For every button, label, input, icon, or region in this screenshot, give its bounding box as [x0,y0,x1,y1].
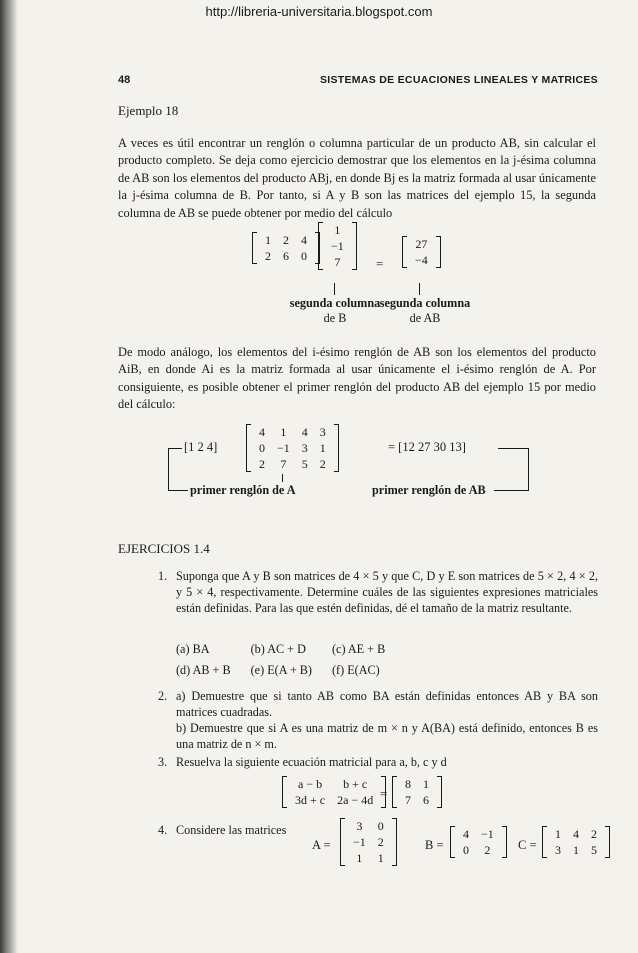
eq3-right-entry: 8 [405,777,411,791]
calc1-label-right: segunda columna de AB [379,296,471,325]
calc1-b-entry: 1 [334,223,341,237]
calc2-bracket-right-bottom [494,490,529,491]
calc1-result-entry: 27 [415,237,428,251]
exercise-3: 3. Resuelva la siguiente ecuación matricial para a, b, c y d [158,755,447,769]
mid-paragraph: De modo análogo, los elementos del i-ésimo renglón de AB son los elementos del producto AiB, en donde Ai es la matriz formada al usar únicamente el i-ésimo renglón de A. Por consiguiente, es posible obtener el primer renglón del producto AB del ejemplo 15 por medio del cálculo: [118,345,596,412]
calc2-label-left: primer renglón de A [190,483,296,497]
exercise-2b: b) Demuestre que si A es una matriz de m × n y A(BA) está definido, entonces B es una matriz de n × m. [176,721,598,751]
calc1-a-entry: 2 [265,249,271,263]
calc1-equals: = [376,256,384,271]
matrix-b [450,826,507,858]
exercise-1-options [174,638,405,682]
eq3-right-entry: 1 [423,777,429,791]
matrix-c-entry: 1 [573,843,579,857]
calc2-b-entry: 4 [259,425,265,439]
exercise-option-entry: (d) AB + B [176,663,231,677]
calc1-a-entry: 1 [265,233,271,247]
calc1-pointer-left [334,283,335,295]
calc1-pointer-right [419,283,420,295]
matrix-c-entry: 1 [555,827,561,841]
exercise-1: 1. Suponga que A y B son matrices de 4 × 5 y que C, D y E son matrices de 5 × 2, 4 × 2, y 5 × 4, respectivamente. Determine cuáles de las siguientes expresiones matriciales están definidas. Para las que estén definidas, dé el tamaño de la matriz resultante. [158,569,598,615]
matrix-b-entry: 0 [463,843,469,857]
eq3-left-entry: b + c [343,777,368,791]
matrix-c-label: C = [518,838,537,852]
page-edge-shadow [0,0,18,953]
exercise-option-entry: (b) AC + D [250,642,306,656]
calc2-b-entry: 3 [319,425,326,439]
matrix-a-entry: 0 [377,819,384,833]
matrix-a-entry: 1 [356,851,363,865]
calc1-matrix-a [252,232,320,264]
exercises-title: EJERCICIOS 1.4 [118,541,210,556]
calc2-bracket-left-side [168,448,169,490]
calc1-result-entry: −4 [415,253,428,267]
calc1-a-entry: 4 [301,233,307,247]
matrix-c [542,826,610,858]
example-title: Ejemplo 18 [118,103,179,118]
matrix-b-label: B = [425,838,444,852]
eq3-right-matrix [392,776,442,808]
calc2-bracket-right-side [528,448,529,490]
calc2-b-entry: 7 [280,457,287,471]
eq3-left-entry: 2a − 4d [337,793,374,807]
calc2-b-entry: −1 [277,441,290,455]
calc2-result: = [12 27 30 13] [388,440,466,454]
matrix-a-entry: 2 [377,835,384,849]
page-number: 48 [118,74,131,86]
matrix-a [340,818,397,866]
calc1-column-b [318,222,357,270]
exercise-option-entry: (a) BA [176,642,210,656]
matrix-c-entry: 4 [573,827,579,841]
calc2-b-entry: 3 [301,441,308,455]
calc2-b-entry: 2 [319,457,326,471]
matrix-a-entry: −1 [353,835,366,849]
calc1-a-entry: 2 [283,233,289,247]
matrix-a-entry: 1 [377,851,384,865]
calc2-b-entry: 0 [259,441,265,455]
calc1-b-entry: 7 [334,255,341,269]
calc2-row-a: [1 2 4] [184,440,218,454]
calc2-b-entry: 1 [280,425,287,439]
matrix-a-entry: 3 [356,819,363,833]
eq3-right-entry: 6 [423,793,429,807]
intro-paragraph: A veces es útil encontrar un renglón o columna particular de un producto AB, sin calcular el producto completo. Se deja como ejercicio demostrar que los elementos en la j-ésima columna de AB son los elementos del producto ABj, en donde Bj es la matriz formada al usar únicamente la j-ésima columna de B. Por tanto, si A y B son las matrices del ejemplo 15, la segunda columna de AB se puede obtener por medio del cálculo [118,136,596,220]
matrix-c-entry: 2 [591,827,597,841]
eq3-equals: = [380,786,388,801]
matrix-c-entry: 5 [591,843,597,857]
eq3-left-matrix [282,776,386,808]
calc2-matrix-b [246,424,339,472]
running-header: SISTEMAS DE ECUACIONES LINEALES Y MATRICES [319,74,598,86]
calc2-bracket-left-top [168,448,182,449]
matrix-a-label: A = [312,838,331,852]
matrix-b-entry: −1 [481,827,494,841]
calc2-b-entry: 1 [319,441,326,455]
source-url: http://libreria-universitaria.blogspot.com [205,4,433,19]
eq3-right-entry: 7 [405,793,411,807]
exercise-option-entry: (c) AE + B [331,642,386,656]
calc2-bracket-left-bottom [168,490,188,491]
calc2-b-entry: 2 [259,457,265,471]
calc1-a-entry: 6 [283,249,289,263]
calc1-b-entry: −1 [331,239,344,253]
exercise-option-entry: (e) E(A + B) [250,663,312,677]
calc2-pointer [282,474,283,482]
matrix-c-entry: 3 [555,843,561,857]
eq3-left-entry: 3d + c [295,793,326,807]
calc2-label-right: primer renglón de AB [372,483,486,497]
calc2-b-entry: 5 [301,457,308,471]
calc1-label-left: segunda columna de B [289,296,381,325]
exercise-option-entry: (f) E(AC) [331,663,380,677]
calc2-bracket-right-top [498,448,528,449]
calc1-a-entry: 0 [301,249,307,263]
eq3-left-entry: a − b [298,777,323,791]
exercise-4: 4. Considere las matrices [158,823,287,837]
calc1-result [402,236,441,268]
matrix-b-entry: 4 [463,827,469,841]
exercise-2a: 2. a) Demuestre que si tanto AB como BA están definidas entonces AB y BA son matrices cuadradas. [158,689,598,719]
calc2-b-entry: 4 [301,425,308,439]
matrix-b-entry: 2 [484,843,491,857]
